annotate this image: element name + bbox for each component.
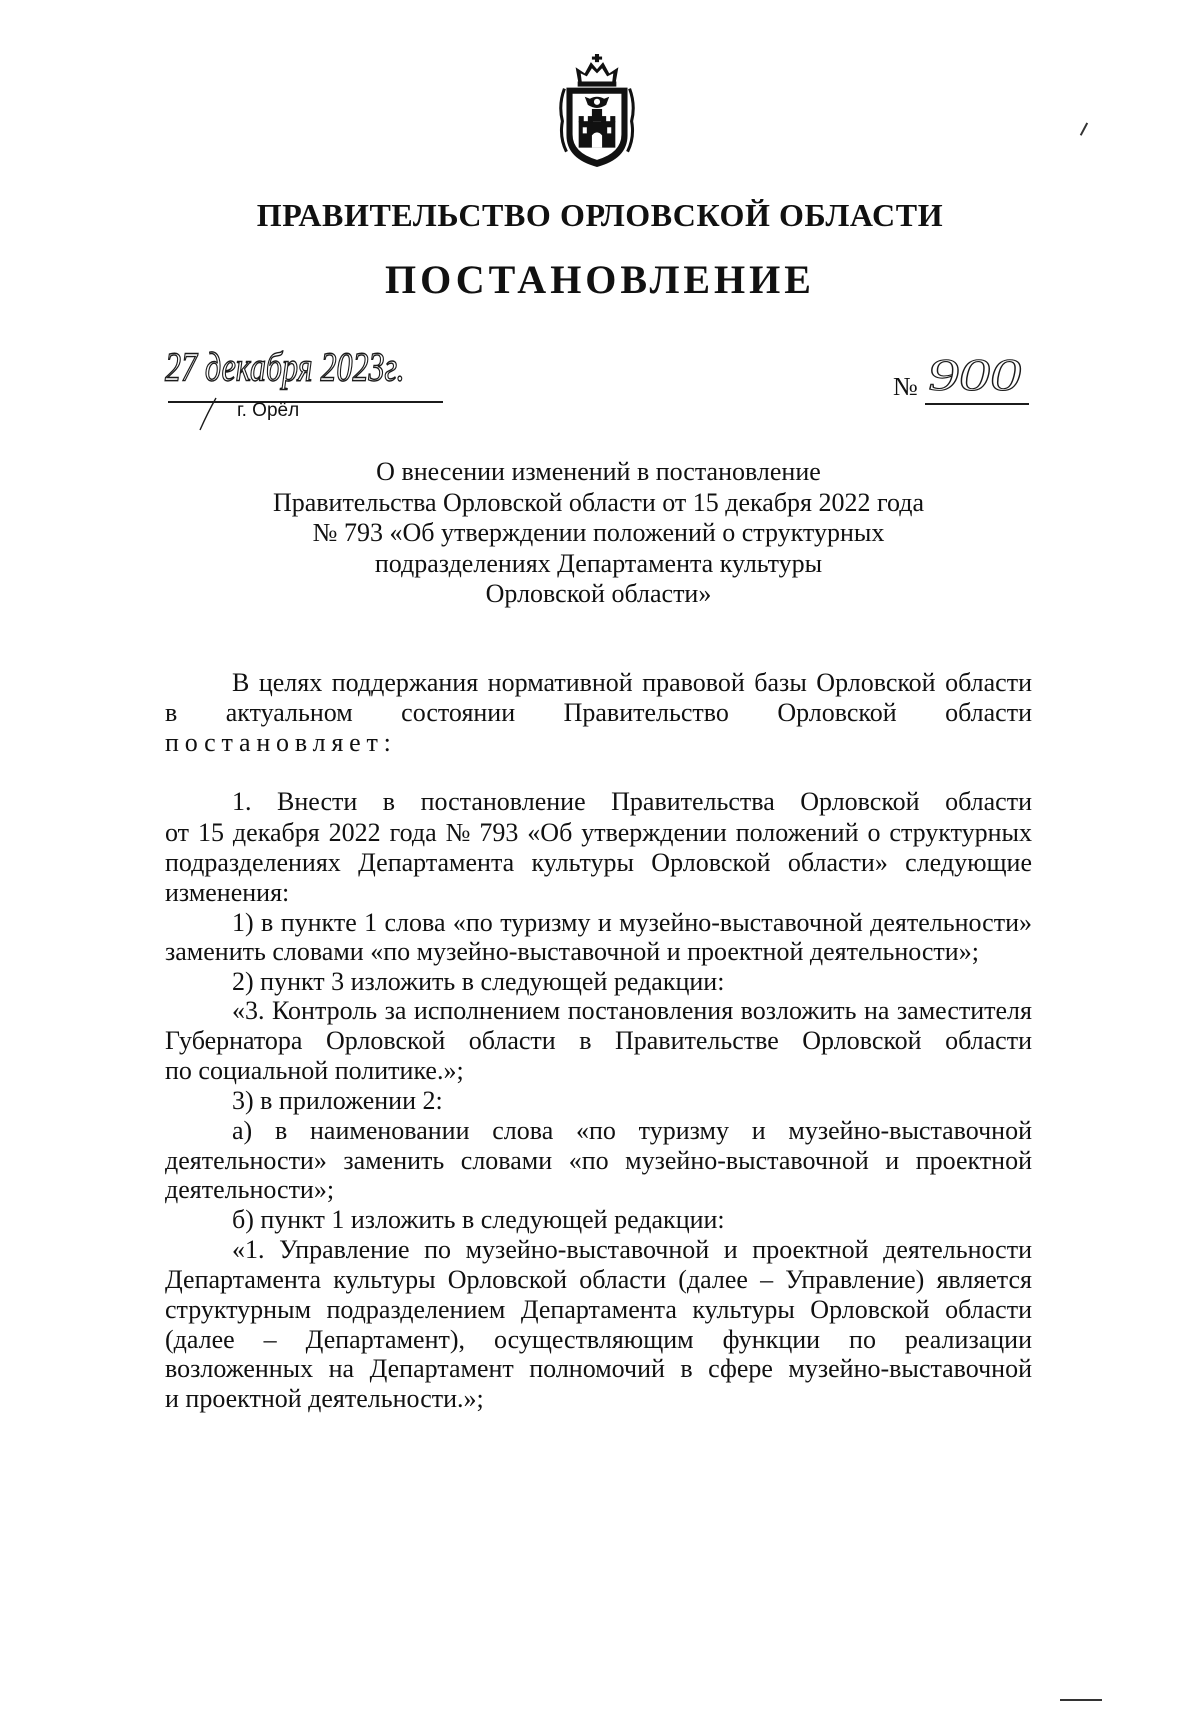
subject-line: Правительства Орловской области от 15 декабря 2022 года (272, 488, 925, 517)
body-line (232, 1086, 1032, 1116)
body-line (165, 848, 1032, 878)
body-line (232, 1116, 1032, 1146)
document-type-title: ПОСТАНОВЛЕНИЕ (385, 257, 815, 302)
body-line-text: Департамента культуры Орловской области (далее – Управление) является (165, 1265, 1032, 1294)
scan-speck (1080, 122, 1088, 135)
body-line-text: «3. Контроль за исполнением постановления возложить на заместителя (232, 996, 1032, 1025)
body-line-text: возложенных на Департамент полномочий в сфере музейно-выставочной (165, 1354, 1032, 1383)
subject-line: подразделениях Департамента культуры (374, 549, 823, 578)
subject-line: О внесении изменений в постановление (376, 457, 821, 486)
body-line (232, 1235, 1032, 1265)
body-line (232, 996, 1032, 1026)
body-line (165, 728, 1032, 758)
body-line (165, 1295, 1032, 1325)
body-line-text: (далее – Департамент), осуществляющим функции по реализации (165, 1325, 1032, 1354)
body-line-text: изменения: (165, 878, 290, 907)
body-line-text: деятельности»; (165, 1175, 335, 1204)
body-line-text: по социальной политике.»; (165, 1056, 464, 1085)
body-line-text: 1. Внести в постановление Правительства Орловской области (232, 787, 1032, 816)
body-line (232, 908, 1032, 938)
body-line-text: заменить словами «по музейно-выставочной и проектной деятельности»; (165, 937, 979, 966)
body-line-text: от 15 декабря 2022 года № 793 «Об утверждении положений о структурных (165, 818, 1032, 847)
coat-of-arms-icon (556, 54, 638, 168)
subject-line: Орловской области» (485, 579, 712, 608)
body-line-text: структурным подразделением Департамента культуры Орловской области (165, 1295, 1032, 1324)
body-line (165, 1265, 1032, 1295)
body-line (165, 1056, 1032, 1086)
body-line (165, 937, 1032, 967)
body-line-text: а) в наименовании слова «по туризму и музейно-выставочной (232, 1116, 1032, 1145)
body-line-text: подразделениях Департамента культуры Орловской области» следующие (165, 848, 1032, 877)
body-line-text: 2) пункт 3 изложить в следующей редакции: (232, 967, 725, 996)
body-line (165, 1325, 1032, 1355)
body-line-text: деятельности» заменить словами «по музейно-выставочной и проектной (165, 1146, 1032, 1175)
body-line-text: и проектной деятельности.»; (165, 1384, 484, 1413)
organization-title: ПРАВИТЕЛЬСТВО ОРЛОВСКОЙ ОБЛАСТИ (256, 197, 944, 233)
body-line (165, 878, 1032, 908)
number-underline (925, 403, 1029, 405)
body-line (165, 1354, 1032, 1384)
body-line-text: «1. Управление по музейно-выставочной и проектной деятельности (232, 1235, 1032, 1264)
handwriting-stroke (196, 396, 220, 432)
body-line-text: 1) в пункте 1 слова «по туризму и музейно-выставочной деятельности» (232, 908, 1032, 937)
subject-line: № 793 «Об утверждении положений о структурных (312, 518, 885, 547)
body-line (232, 668, 1032, 698)
body-line-text: В целях поддержания нормативной правовой базы Орловской области (232, 668, 1032, 697)
body-line (232, 967, 1032, 997)
body-line (232, 1205, 1032, 1235)
number-sign: № (893, 372, 918, 401)
body-line-text: в актуальном состоянии Правительство Орловской области (165, 698, 1032, 727)
body-line (165, 1026, 1032, 1056)
handwritten-date: 27 декабря 2023г. (165, 342, 405, 390)
scan-edge-mark (1060, 1699, 1102, 1701)
body-line (165, 818, 1032, 848)
body-line-text: Губернатора Орловской области в Правительстве Орловской области (165, 1026, 1032, 1055)
handwritten-number: 900 (928, 349, 1022, 400)
body-line (232, 787, 1032, 817)
body-line (165, 1175, 1032, 1205)
body-line (165, 1146, 1032, 1176)
city-label: г. Орёл (237, 400, 300, 421)
body-line-text: 3) в приложении 2: (232, 1086, 443, 1115)
body-line-text: постановляет: (165, 728, 397, 757)
body-line (165, 698, 1032, 728)
body-line (165, 1384, 1032, 1414)
body-line-text: б) пункт 1 изложить в следующей редакции: (232, 1205, 725, 1234)
